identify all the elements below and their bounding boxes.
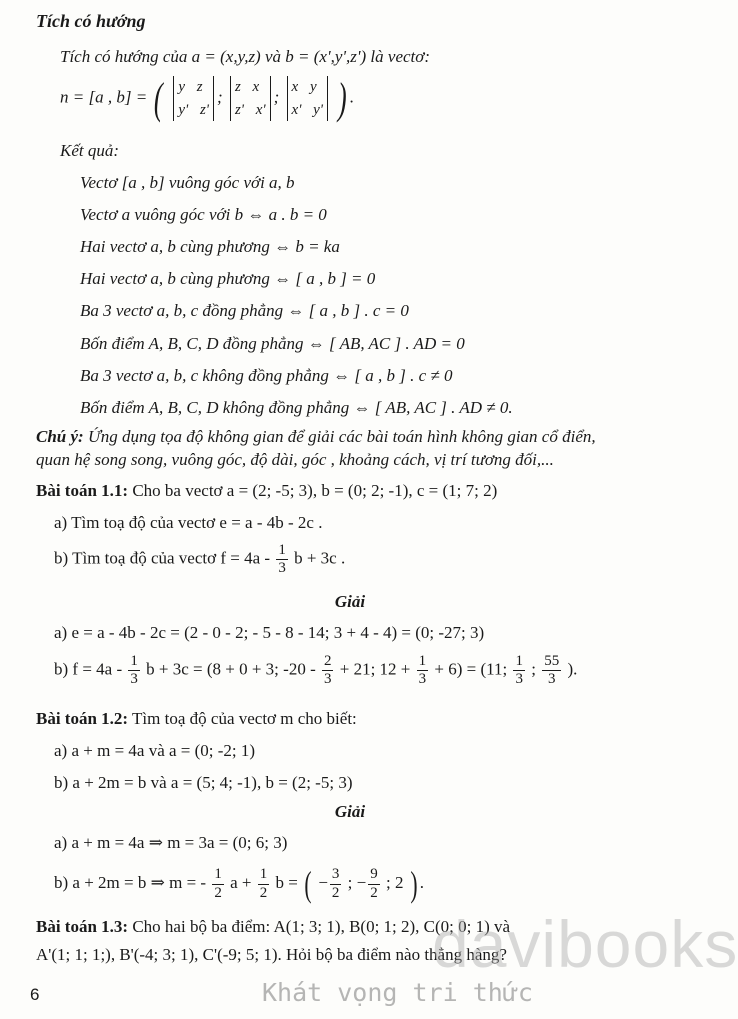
result-line-8: Bốn điểm A, B, C, D không đồng phẳng ⇔ [ AB, AC ] . AD ≠ 0.	[80, 398, 513, 417]
problem-1-1-part-a: a) Tìm toạ độ của vectơ e = a - 4b - 2c .	[54, 513, 323, 532]
right-paren: )	[338, 73, 347, 123]
result-line-6: Bốn điểm A, B, C, D đồng phẳng ⇔ [ AB, AC ] . AD = 0	[80, 334, 465, 353]
solution-heading-2: Giải	[334, 802, 366, 821]
problem-1-3-statement: Bài toán 1.3: Cho hai bộ ba điểm: A(1; 3; 1), B(0; 1; 2), C(0; 0; 1) và	[36, 917, 511, 936]
determinant-1: y z y' z'	[173, 76, 214, 121]
note-line-1: Chú ý: Ứng dụng tọa độ không gian để giải các bài toán hình không gian cổ điển,	[36, 427, 596, 446]
result-line-2: Vectơ a vuông góc với b ⇔ a . b = 0	[80, 205, 327, 224]
section-title: Tích có hướng	[36, 11, 146, 31]
solution-1-1-b: b) f = 4a - $\frac{1}{3}$ b + 3c = (8 + 0 + 3; -20 - $\frac{2}{3}$ + 21; 12 + $\frac{1}{3}$ + 6) = (11; $\frac{1}{3}$ ; $\frac{55}{3}$ ).	[54, 653, 578, 688]
result-line-1: Vectơ [a , b] vuông góc với a, b	[80, 173, 295, 192]
cross-product-formula: n = [a , b] = ( y z y' z' ; z x z' x' ; x y x' y' ) .	[60, 73, 355, 123]
note-label: Chú ý:	[36, 427, 84, 446]
result-line-7: Ba 3 vectơ a, b, c không đồng phẳng ⇔ [ a , b ] . c ≠ 0	[80, 366, 453, 385]
determinant-2: z x z' x'	[230, 76, 271, 121]
formula-lhs: n = [a , b] =	[60, 87, 148, 107]
page-number: 6	[30, 985, 40, 1004]
result-line-3: Hai vectơ a, b cùng phương ⇔ b = ka	[80, 237, 340, 256]
fraction-one-third: $\frac{1}{3}$	[278, 542, 286, 577]
problem-1-1-statement: Bài toán 1.1: Cho ba vectơ a = (2; -5; 3), b = (0; 2; -1), c = (1; 7; 2)	[36, 481, 498, 500]
result-line-4: Hai vectơ a, b cùng phương ⇔ [ a , b ] = 0	[80, 269, 376, 288]
watermark-slogan: Khát vọng tri thức	[262, 978, 533, 1007]
solution-1-1-a: a) e = a - 4b - 2c = (2 - 0 - 2; - 5 - 8 - 14; 3 + 4 - 4) = (0; -27; 3)	[54, 623, 485, 642]
problem-1-2-label: Bài toán 1.2:	[36, 709, 129, 728]
ketqua-label: Kết quả:	[60, 141, 120, 160]
problem-1-1-label: Bài toán 1.1:	[36, 481, 129, 500]
watermark-logo: davibooks	[432, 907, 738, 981]
solution-heading-1: Giải	[334, 592, 366, 611]
problem-1-2-part-b: b) a + 2m = b và a = (5; 4; -1), b = (2; -5; 3)	[54, 773, 353, 792]
determinant-3: x y x' y'	[287, 76, 328, 121]
left-paren: (	[154, 73, 164, 123]
problem-1-2-part-a: a) a + m = 4a và a = (0; -2; 1)	[54, 741, 256, 760]
problem-1-1-part-b: b) Tìm toạ độ của vectơ f = 4a - $\frac{1}{3}$ b + 3c .	[54, 542, 346, 577]
intro-text: Tích có hướng của a = (x,y,z) và b = (x',y',z') là vectơ:	[60, 47, 430, 66]
problem-1-2-statement: Bài toán 1.2: Tìm toạ độ của vectơ m cho biết:	[36, 709, 357, 728]
problem-1-3-label: Bài toán 1.3:	[36, 917, 129, 936]
solution-1-2-b: b) a + 2m = b ⇒ m = - $\frac{1}{2}$ a + $\frac{1}{2}$ b = ( − $\frac{3}{2}$ ; − $\frac{9}{2}$ ; 2 ) .	[54, 864, 424, 904]
result-line-5: Ba 3 vectơ a, b, c đồng phẳng ⇔ [ a , b ] . c = 0	[80, 301, 409, 320]
problem-1-3-line-2: A'(1; 1; 1;), B'(-4; 3; 1), C'(-9; 5; 1). Hỏi bộ ba điểm nào thẳng hàng?	[36, 945, 507, 964]
note-line-2: quan hệ song song, vuông góc, độ dài, góc , khoảng cách, vị trí tương đối,...	[36, 450, 554, 469]
solution-1-2-a: a) a + m = 4a ⇒ m = 3a = (0; 6; 3)	[54, 833, 288, 852]
